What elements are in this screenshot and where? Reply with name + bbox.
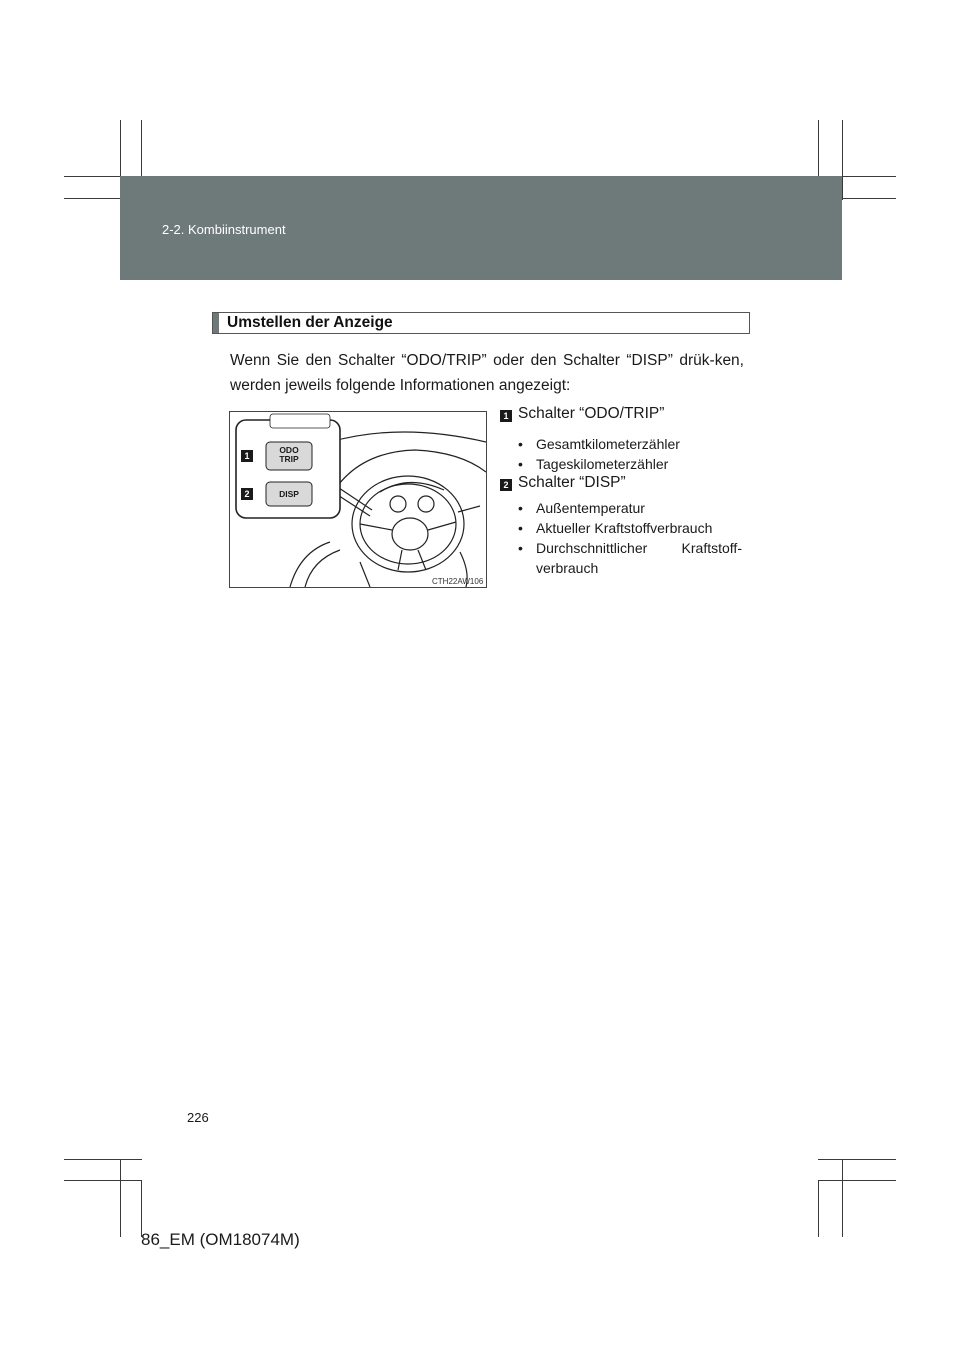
section-heading-accent — [213, 313, 219, 333]
figure-badge-2: 2 — [241, 488, 253, 500]
odo-label: ODO — [279, 445, 299, 455]
item-badge-2: 2 — [500, 479, 512, 491]
steering-wheel-illustration — [229, 411, 487, 588]
figure-badge-1: 1 — [241, 450, 253, 462]
crop-mark — [842, 1159, 843, 1237]
crop-mark — [141, 1180, 142, 1237]
bullet-text: Durchschnittlicher Kraftstoff-verbrauch — [536, 540, 742, 576]
item-label-disp: Schalter “DISP” — [518, 474, 626, 491]
list-item: • Außentemperatur — [518, 500, 645, 516]
bullet-text: Gesamtkilometerzähler — [536, 436, 680, 452]
crop-mark — [842, 120, 843, 200]
item-badge-1: 1 — [500, 410, 512, 422]
document-code: 86_EM (OM18074M) — [141, 1230, 300, 1249]
item-label-odo-trip: Schalter “ODO/TRIP” — [518, 405, 665, 422]
page-number: 226 — [187, 1110, 209, 1125]
section-title: Umstellen der Anzeige — [227, 314, 393, 331]
crop-mark — [120, 1159, 121, 1237]
crop-mark — [64, 1159, 142, 1160]
crop-mark — [818, 1159, 896, 1160]
section-heading-box — [212, 312, 750, 334]
crop-mark — [818, 1180, 819, 1237]
trip-label: TRIP — [279, 454, 299, 464]
bullet-text: Aktueller Kraftstoffverbrauch — [536, 520, 713, 536]
intro-paragraph: Wenn Sie den Schalter “ODO/TRIP” oder den Schalter “DISP” drük-ken, werden jeweils folgende Informationen angezeigt: — [230, 352, 744, 394]
crop-mark — [64, 1180, 142, 1181]
bullet-text: Tageskilometerzähler — [536, 456, 669, 472]
crop-mark — [818, 1180, 896, 1181]
dashboard-drawing — [230, 412, 486, 587]
list-item: • Tageskilometerzähler — [518, 456, 669, 472]
chapter-section-label: 2-2. Kombiinstrument — [162, 222, 286, 237]
odo-trip-button-label — [266, 446, 312, 464]
disp-button-label: DISP — [279, 489, 299, 499]
bullet-text: Außentemperatur — [536, 500, 645, 516]
list-item: • Gesamtkilometerzähler — [518, 436, 680, 452]
list-item: • Aktueller Kraftstoffverbrauch — [518, 520, 713, 536]
figure-code: CTH22AW106 — [432, 577, 484, 586]
list-item: • — [518, 540, 523, 556]
